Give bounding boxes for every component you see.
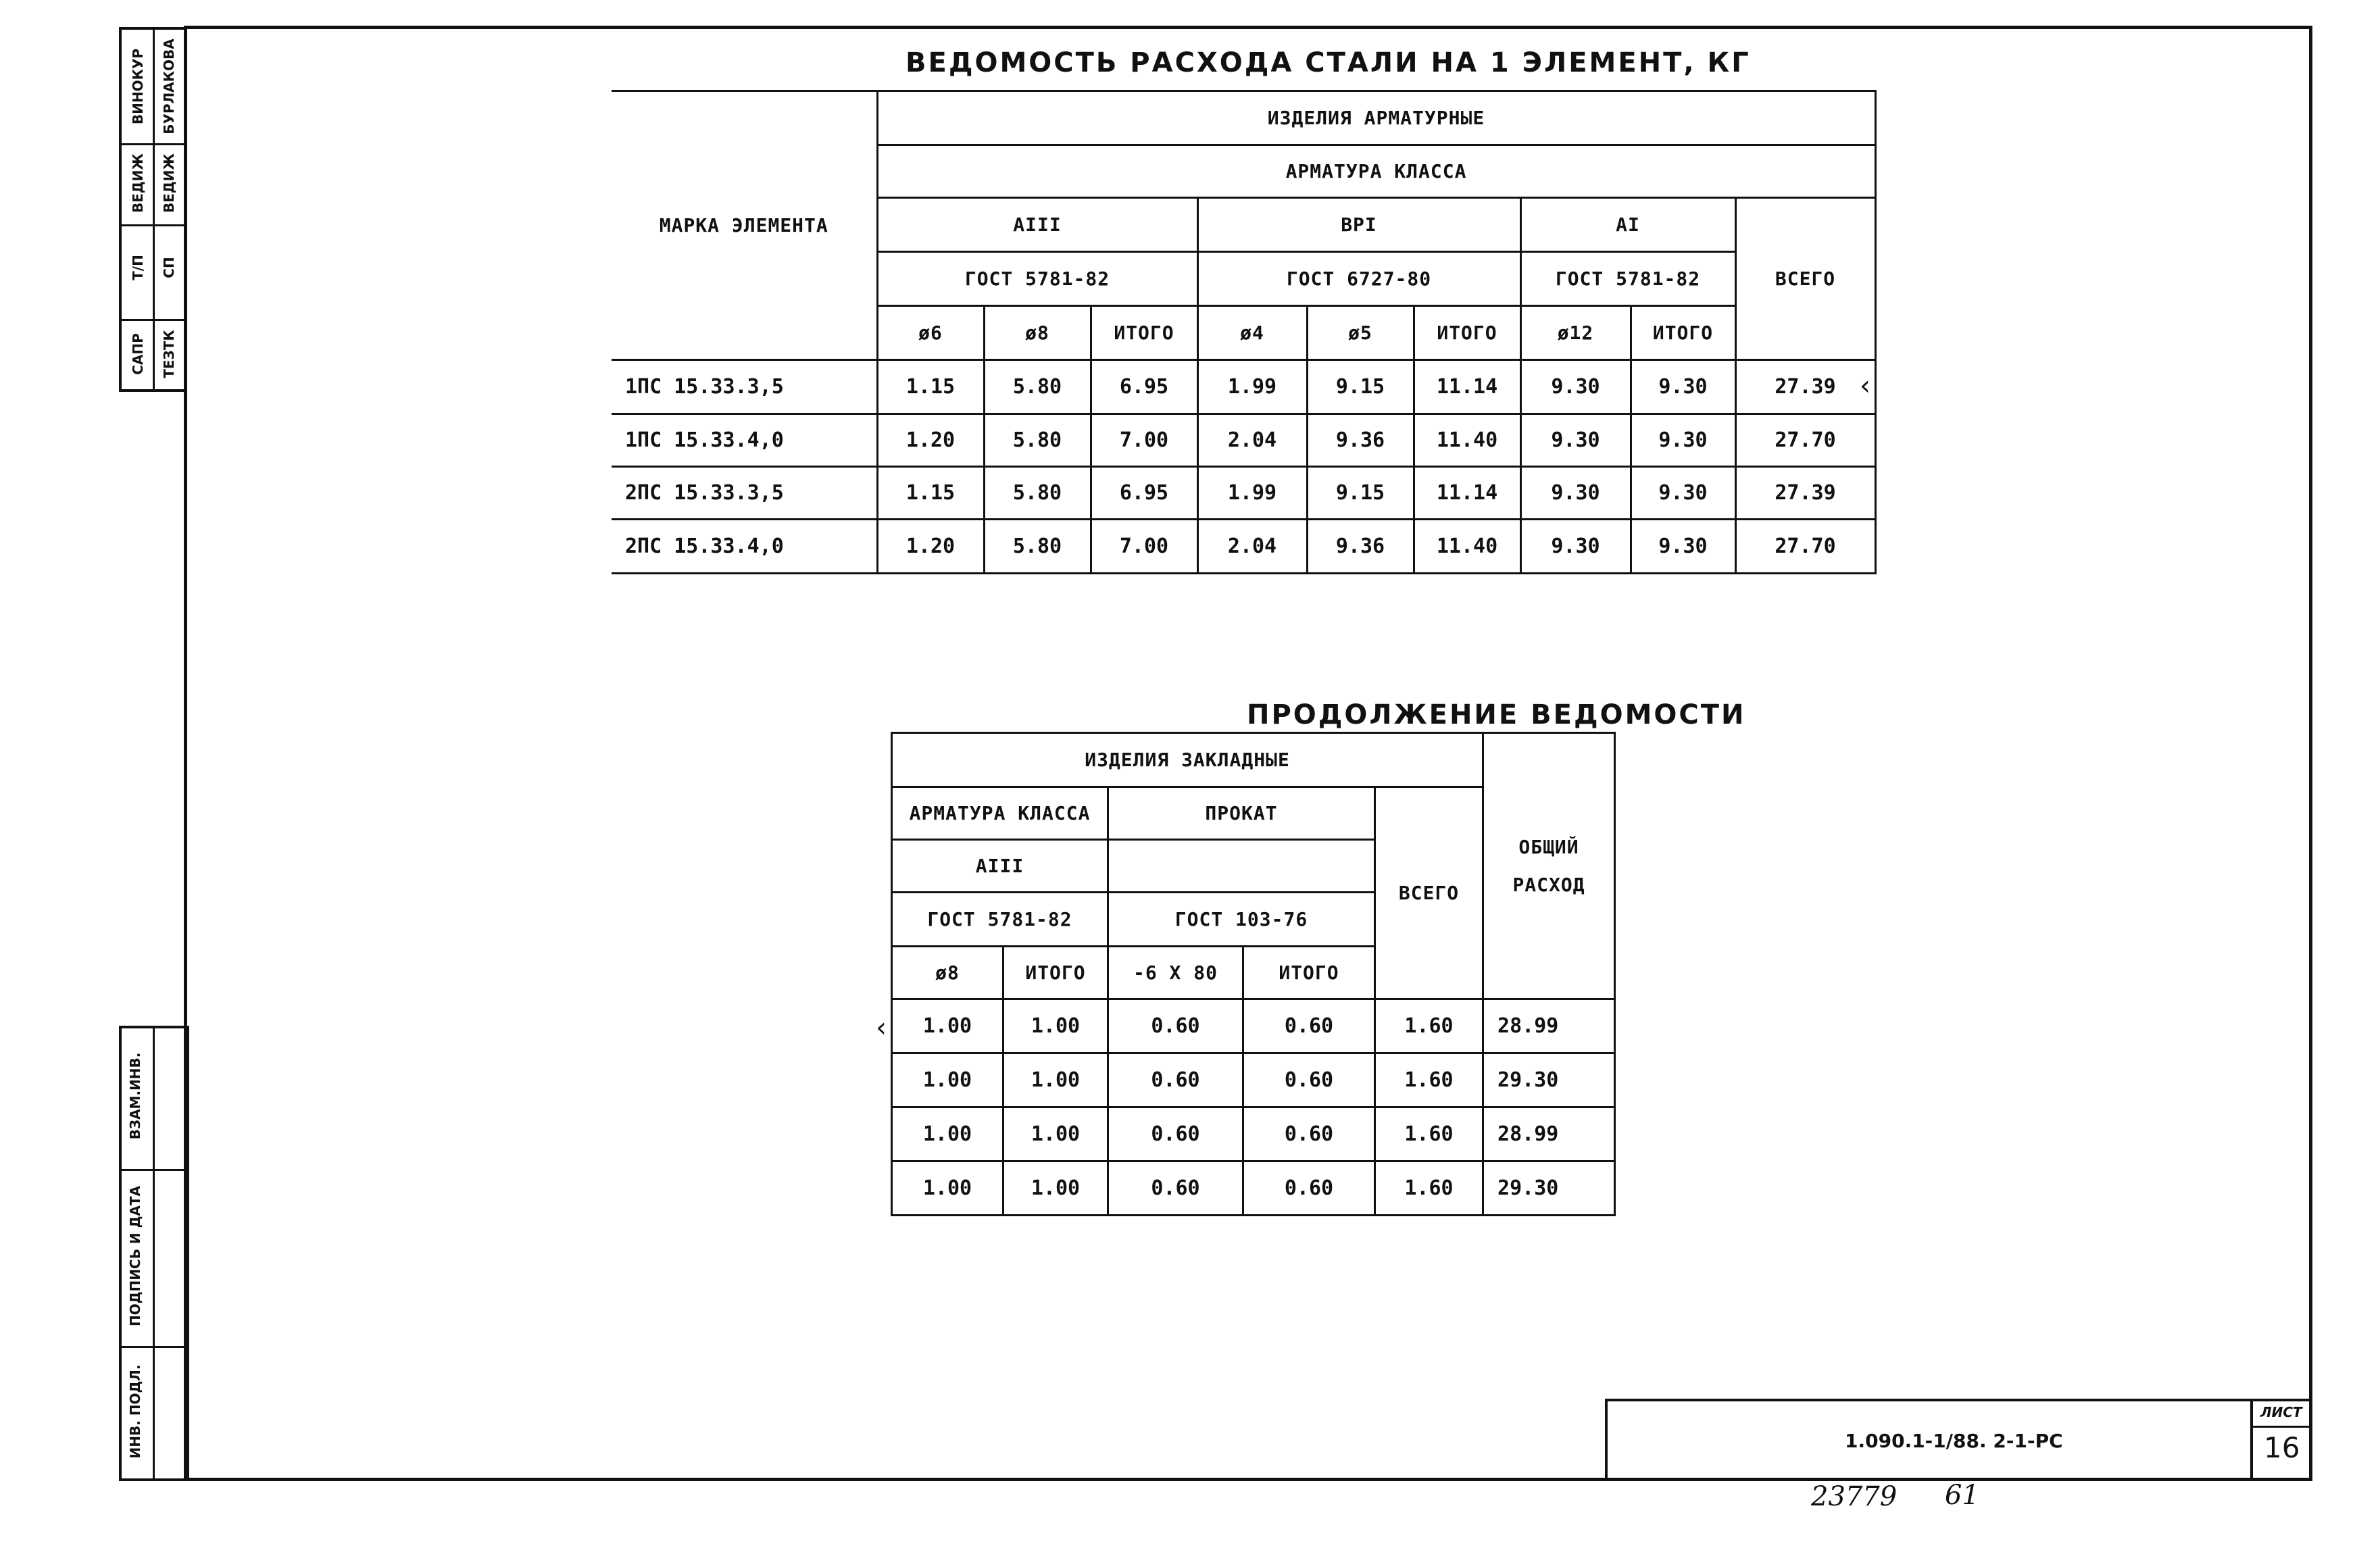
col-header: ø4 [1197, 306, 1307, 360]
cell: 6.95 [1091, 467, 1197, 520]
common-header-line1: ОБЩИЙ [1518, 835, 1579, 858]
col-header: ø8 [984, 306, 1091, 360]
cell: 1.20 [877, 414, 984, 467]
strip-cell-sp: СП [161, 257, 177, 278]
cell: 29.30 [1483, 1053, 1615, 1107]
sheet-label: ЛИСТ [2260, 1404, 2302, 1420]
cell: 1.00 [1003, 1053, 1108, 1107]
cell: 1.00 [892, 1162, 1003, 1216]
cell: 9.15 [1307, 467, 1414, 520]
cell: 0.60 [1108, 1162, 1243, 1216]
cell: 1.20 [877, 520, 984, 574]
table-row [892, 1053, 1615, 1107]
row-mark: 1ПС 15.33.3,5 [612, 360, 877, 414]
cell: 1.00 [892, 999, 1003, 1053]
cell: 1.00 [1003, 1162, 1108, 1216]
cell: 9.30 [1520, 414, 1631, 467]
gost-ai: ГОСТ 5781-82 [1520, 252, 1735, 306]
cell: 11.40 [1414, 520, 1520, 574]
strip-cell-podpis-data: ПОДПИСЬ И ДАТА [127, 1185, 143, 1327]
group-header: ИЗДЕЛИЯ АРМАТУРНЫЕ [877, 91, 1875, 145]
check-mark-icon: ‹ [1860, 370, 1870, 401]
class-aiii: AIII [877, 198, 1197, 252]
prokat-empty [1108, 840, 1375, 893]
strip-cell-burlakova: БУРЛАКОВА [161, 39, 177, 134]
cell: 0.60 [1243, 1162, 1375, 1216]
table-row [892, 1162, 1615, 1216]
cell: 9.30 [1631, 467, 1735, 520]
cell: 1.99 [1197, 467, 1307, 520]
gost-aiii: ГОСТ 5781-82 [877, 252, 1197, 306]
cell: 9.36 [1307, 414, 1414, 467]
strip-cell-vedizh: ВЕДИЖ [130, 153, 146, 213]
col-header: ИТОГО [1243, 947, 1375, 999]
page-number: 61 [1945, 1480, 1979, 1511]
cell: 2.04 [1197, 520, 1307, 574]
sheet-number: 16 [2264, 1431, 2300, 1464]
cell: 5.80 [984, 414, 1091, 467]
strip-cell-tp: Т/П [130, 255, 146, 280]
prokat-gost: ГОСТ 103-76 [1108, 893, 1375, 947]
cell: 0.60 [1243, 999, 1375, 1053]
cell: 0.60 [1108, 1053, 1243, 1107]
col-header: ø6 [877, 306, 984, 360]
cell: 5.80 [984, 520, 1091, 574]
cell: 9.30 [1520, 360, 1631, 414]
steel-consumption-table [612, 90, 1877, 574]
table1-title: ВЕДОМОСТЬ РАСХОДА СТАЛИ НА 1 ЭЛЕМЕНТ, КГ [906, 47, 1751, 78]
cell: 9.36 [1307, 520, 1414, 574]
cell: 11.40 [1414, 414, 1520, 467]
cell: 9.30 [1520, 520, 1631, 574]
table2-title: ПРОДОЛЖЕНИЕ ВЕДОМОСТИ [1247, 699, 1746, 730]
cell: 11.14 [1414, 467, 1520, 520]
title-block-sheet-label-divider [2250, 1426, 2312, 1428]
cell: 5.80 [984, 467, 1091, 520]
cell: 27.70 [1735, 520, 1875, 574]
cell: 1.60 [1375, 1162, 1483, 1216]
cell: 7.00 [1091, 414, 1197, 467]
class-vri: ВРI [1197, 198, 1520, 252]
cell: 1.00 [1003, 1107, 1108, 1162]
row-mark: 2ПС 15.33.3,5 [612, 467, 877, 520]
class-ai: AI [1520, 198, 1735, 252]
cell: 1.60 [1375, 1107, 1483, 1162]
cell: 9.30 [1520, 467, 1631, 520]
cell: 0.60 [1243, 1107, 1375, 1162]
cell: 1.15 [877, 360, 984, 414]
cell: 9.15 [1307, 360, 1414, 414]
col-header: ø12 [1520, 306, 1631, 360]
common-header-line2: РАСХОД [1512, 873, 1585, 896]
cell: 0.60 [1243, 1053, 1375, 1107]
cell: 11.14 [1414, 360, 1520, 414]
strip-cell-teztk: ТЕЗТК [161, 330, 177, 378]
col-header: -6 X 80 [1108, 947, 1243, 999]
cell: 28.99 [1483, 999, 1615, 1053]
title-block-sheet-divider [2250, 1399, 2253, 1481]
inventory-strip [119, 1026, 189, 1481]
col-header: ИТОГО [1003, 947, 1108, 999]
cell: 9.30 [1631, 414, 1735, 467]
row-mark: 2ПС 15.33.4,0 [612, 520, 877, 574]
cell: 9.30 [1631, 520, 1735, 574]
total-header: ВСЕГО [1735, 198, 1875, 360]
strip-cell-vedizh-2: ВЕДИЖ [161, 153, 177, 213]
cell: 27.39 [1735, 467, 1875, 520]
table-row [612, 360, 1875, 414]
cell: 0.60 [1108, 999, 1243, 1053]
embedded-total-header: ВСЕГО [1375, 787, 1483, 999]
cell: 5.80 [984, 360, 1091, 414]
table-row [612, 414, 1875, 467]
common-header [1483, 733, 1615, 999]
col-header: ИТОГО [1091, 306, 1197, 360]
embedded-gost: ГОСТ 5781-82 [892, 893, 1108, 947]
cell: 27.39 [1735, 360, 1875, 414]
table-row [892, 1107, 1615, 1162]
document-code: 1.090.1-1/88. 2-1-РС [1845, 1430, 2063, 1452]
approval-strip [119, 27, 187, 392]
strip-cell-inv-podl: ИНВ. ПОДЛ. [127, 1364, 143, 1459]
embedded-class-name: AIII [892, 840, 1108, 893]
row-mark: 1ПС 15.33.4,0 [612, 414, 877, 467]
strip-cell-vzam-inv: ВЗАМ.ИНВ. [127, 1052, 143, 1140]
cell: 9.30 [1631, 360, 1735, 414]
embedded-class-header: АРМАТУРА КЛАССА [892, 787, 1108, 840]
cell: 29.30 [1483, 1162, 1615, 1216]
table-row [612, 467, 1875, 520]
col-header: ИТОГО [1414, 306, 1520, 360]
cell: 0.60 [1108, 1107, 1243, 1162]
cell: 2.04 [1197, 414, 1307, 467]
cell: 1.99 [1197, 360, 1307, 414]
cell: 27.70 [1735, 414, 1875, 467]
continuation-table [891, 732, 1616, 1216]
class-header: АРМАТУРА КЛАССА [877, 145, 1875, 198]
cell: 1.60 [1375, 1053, 1483, 1107]
mark-header: МАРКА ЭЛЕМЕНТА [612, 91, 877, 360]
cell: 1.15 [877, 467, 984, 520]
gost-vri: ГОСТ 6727-80 [1197, 252, 1520, 306]
table-row [612, 520, 1875, 574]
cell: 1.60 [1375, 999, 1483, 1053]
cell: 1.00 [892, 1107, 1003, 1162]
inventory-number: 23779 [1811, 1481, 1898, 1512]
cell: 1.00 [892, 1053, 1003, 1107]
prokat-header: ПРОКАТ [1108, 787, 1375, 840]
col-header: ø5 [1307, 306, 1414, 360]
cell: 1.00 [1003, 999, 1108, 1053]
embedded-group-header: ИЗДЕЛИЯ ЗАКЛАДНЫЕ [892, 733, 1483, 787]
strip-cell-sapr: САПР [130, 333, 146, 375]
table-row [892, 999, 1615, 1053]
col-header: ø8 [892, 947, 1003, 999]
col-header: ИТОГО [1631, 306, 1735, 360]
check-mark-icon: ‹ [876, 1012, 887, 1043]
cell: 7.00 [1091, 520, 1197, 574]
cell: 6.95 [1091, 360, 1197, 414]
strip-cell-vinokur: ВИНОКУР [130, 48, 146, 125]
cell: 28.99 [1483, 1107, 1615, 1162]
